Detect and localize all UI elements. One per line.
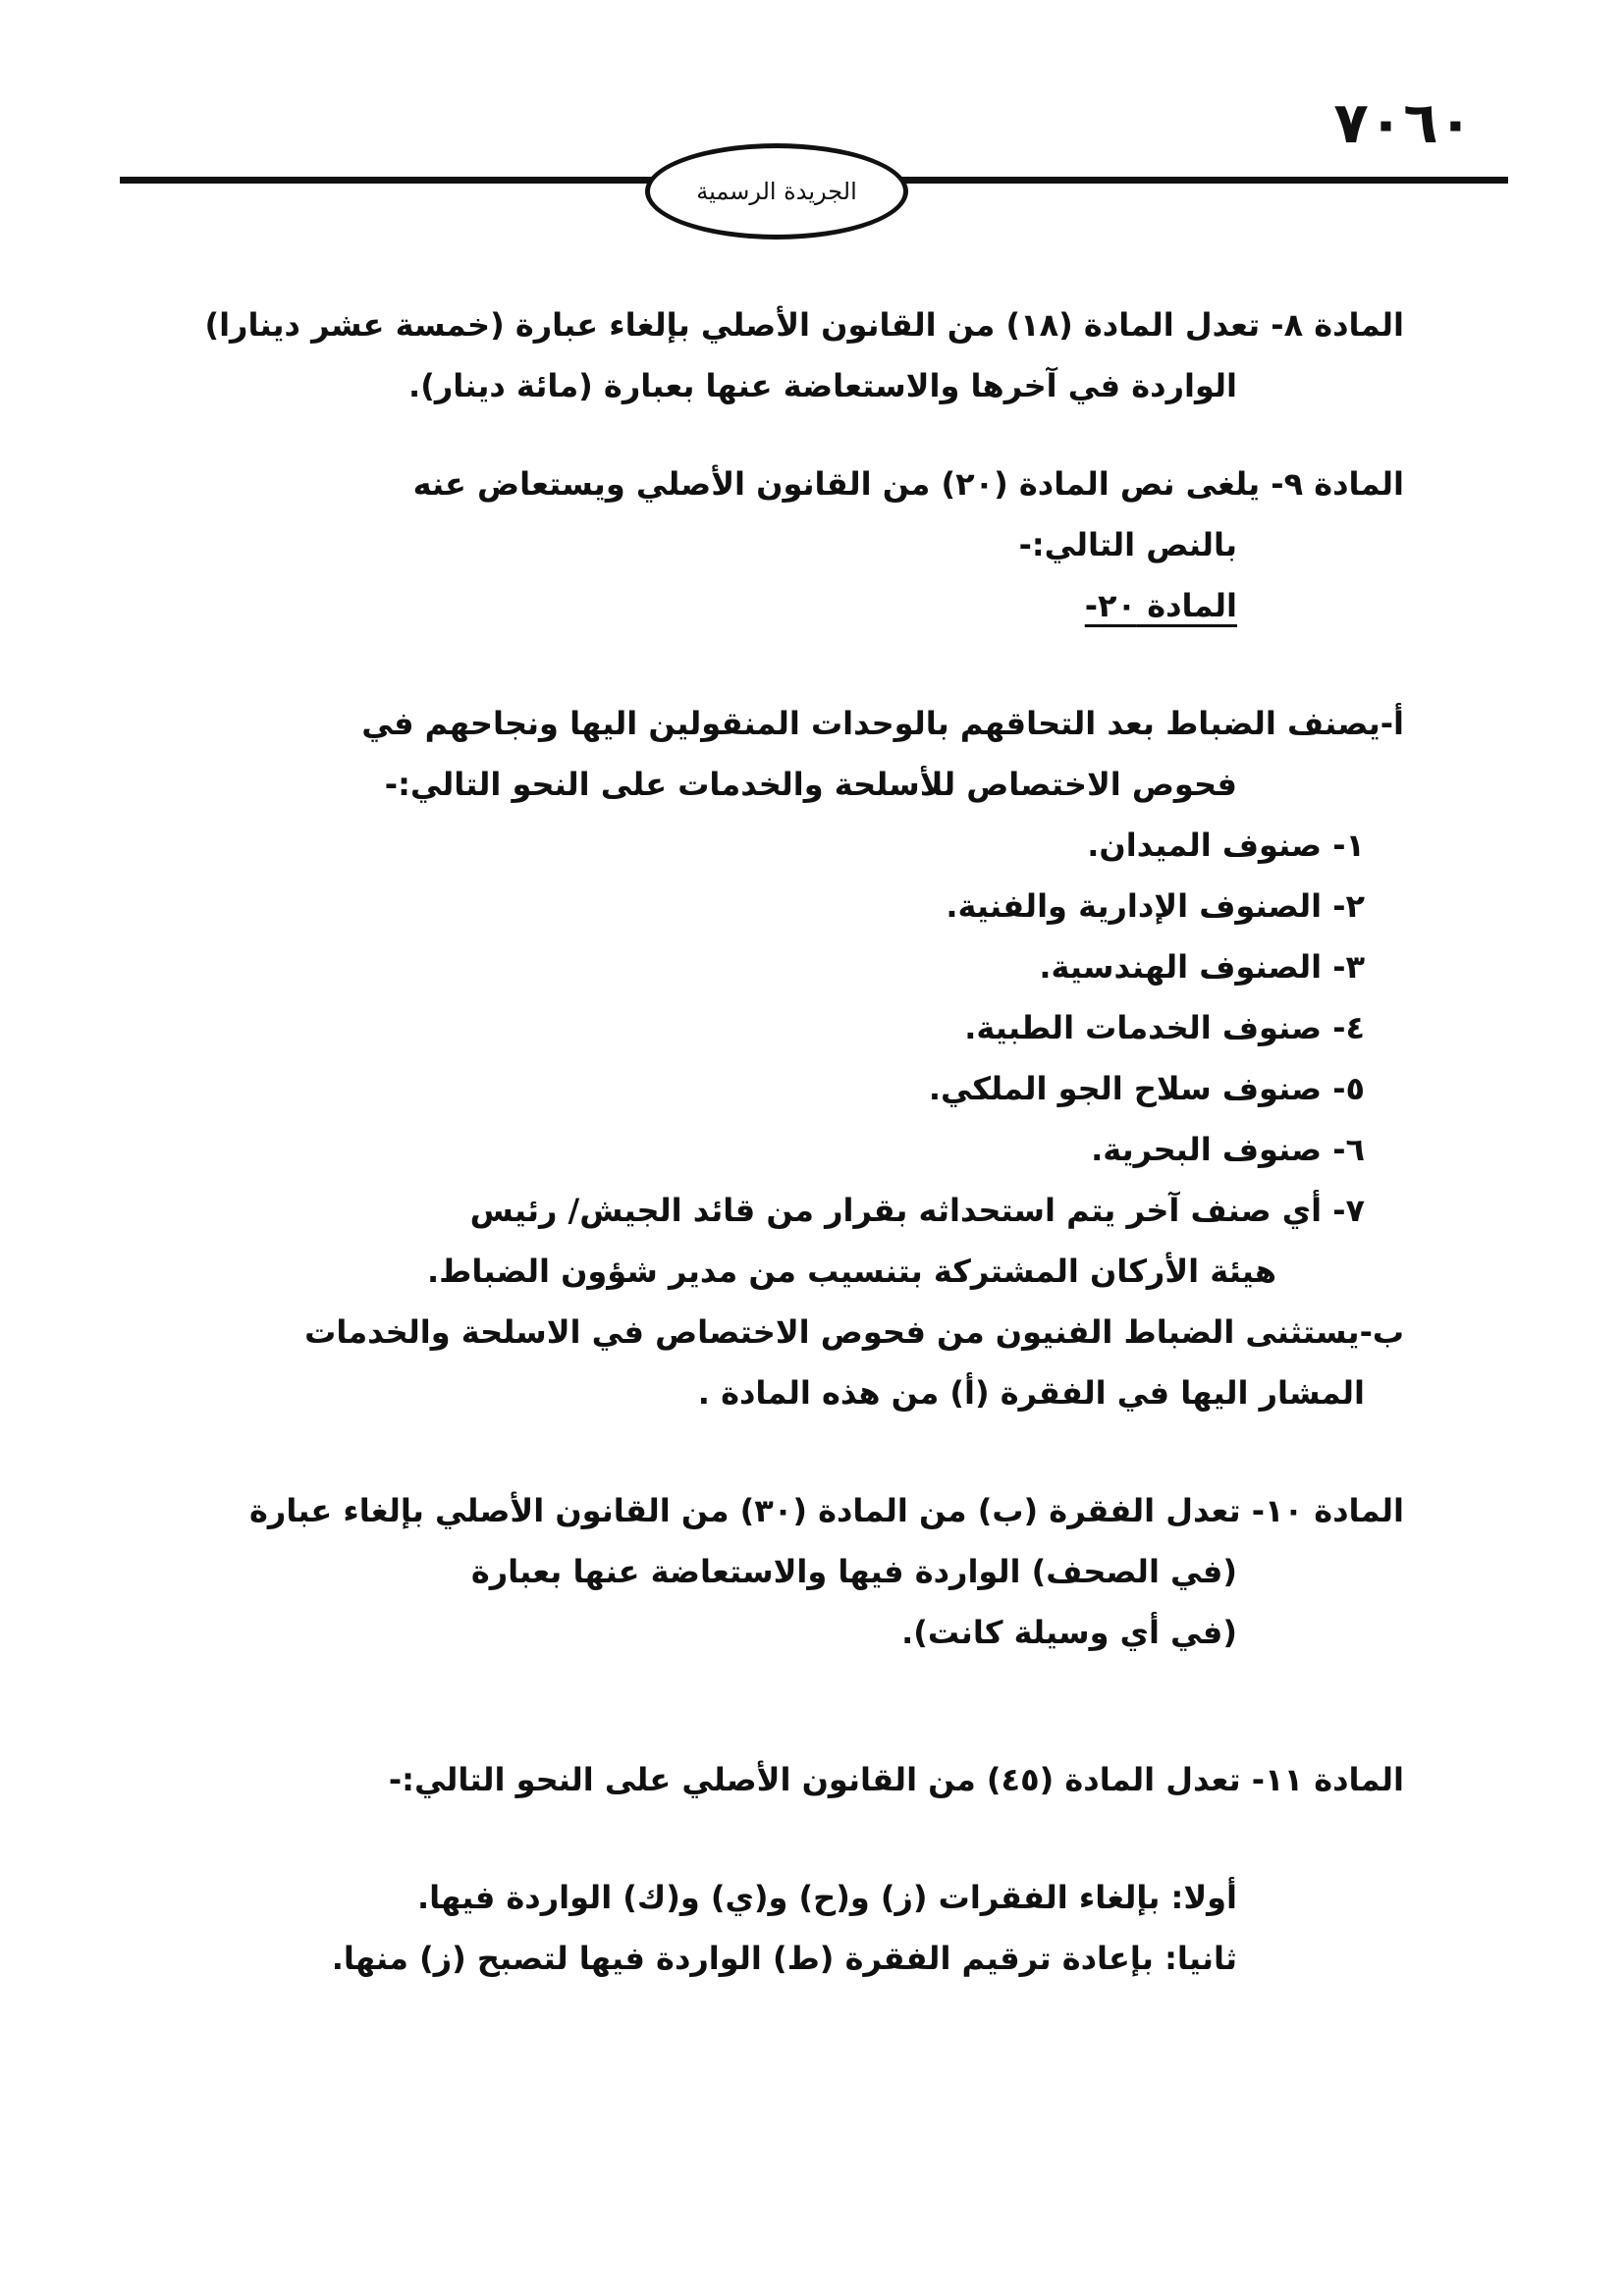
list-item: ٥- صنوف سلاح الجو الملكي.	[928, 1070, 1365, 1107]
item-7-line-1: ٧- أي صنف آخر يتم استحداثه بقرار من قائد الجيش/ رئيس	[469, 1192, 1365, 1229]
para-b-line-2: المشار اليها في الفقرة (أ) من هذه المادة .	[697, 1374, 1365, 1412]
para-b-line-1: ب-يستثنى الضباط الفنيون من فحوص الاختصاص في الاسلحة والخدمات	[304, 1313, 1404, 1351]
spacer	[187, 1423, 1404, 1480]
article-11-amendments	[187, 1867, 1237, 1989]
spacer	[187, 1663, 1404, 1749]
spacer	[187, 636, 1404, 693]
para-a-line-1: أ-يصنف الضباط بعد التحاقهم بالوحدات المنقولين اليها ونجاحهم في	[361, 705, 1404, 742]
article-20-heading: المادة ٢٠-	[1084, 587, 1237, 624]
article-8-line-1: المادة ٨- تعدل المادة (١٨) من القانون الأصلي بإلغاء عبارة (خمسة عشر دينارا)	[204, 306, 1404, 344]
list-item: ٣- الصنوف الهندسية.	[1039, 948, 1365, 986]
amendment-second: ثانيا: بإعادة ترقيم الفقرة (ط) الواردة فيها لتصبح (ز) منها.	[331, 1940, 1237, 1977]
gazette-title: الجريدة الرسمية	[696, 178, 857, 205]
article-9-line-1: المادة ٩- يلغى نص المادة (٢٠) من القانون الأصلي ويستعاض عنه	[412, 465, 1404, 503]
article-9	[187, 454, 1404, 636]
classification-list	[187, 815, 1365, 1302]
list-item-7	[187, 1180, 1365, 1302]
spacer	[187, 1810, 1404, 1867]
para-a-line-2: فحوص الاختصاص للأسلحة والخدمات على النحو التالي:-	[384, 766, 1237, 803]
header-oval	[645, 143, 908, 240]
article-9-line-2: بالنص التالي:-	[1018, 526, 1237, 563]
article-10	[187, 1480, 1404, 1663]
article-8-line-2: الواردة في آخرها والاستعاضة عنها بعبارة (مائة دينار).	[408, 367, 1237, 404]
list-item: ٦- صنوف البحرية.	[1091, 1131, 1365, 1168]
page-number: ٧٠٦٠	[1333, 89, 1473, 156]
list-item: ٢- الصنوف الإدارية والفنية.	[946, 887, 1365, 925]
item-7-line-2: هيئة الأركان المشتركة بتنسيب من مدير شؤون الضباط.	[426, 1253, 1276, 1290]
article-20-para-b	[187, 1302, 1404, 1423]
article-10-line-3: (في أي وسيلة كانت).	[901, 1614, 1237, 1651]
article-20-para-a	[187, 693, 1404, 815]
spacer	[187, 416, 1404, 454]
amendment-first: أولا: بإلغاء الفقرات (ز) و(ح) و(ي) و(ك) الواردة فيها.	[416, 1879, 1237, 1916]
article-10-line-1: المادة ١٠- تعدل الفقرة (ب) من المادة (٣٠) من القانون الأصلي بإلغاء عبارة	[249, 1492, 1404, 1529]
list-item: ١- صنوف الميدان.	[1087, 827, 1365, 864]
document-body	[187, 294, 1404, 1989]
article-8	[187, 294, 1404, 416]
list-item: ٤- صنوف الخدمات الطبية.	[964, 1009, 1365, 1046]
article-11-line-1: المادة ١١- تعدل المادة (٤٥) من القانون الأصلي على النحو التالي:-	[388, 1761, 1404, 1798]
article-10-line-2: (في الصحف) الواردة فيها والاستعاضة عنها بعبارة	[470, 1553, 1237, 1590]
article-11	[187, 1749, 1404, 1810]
